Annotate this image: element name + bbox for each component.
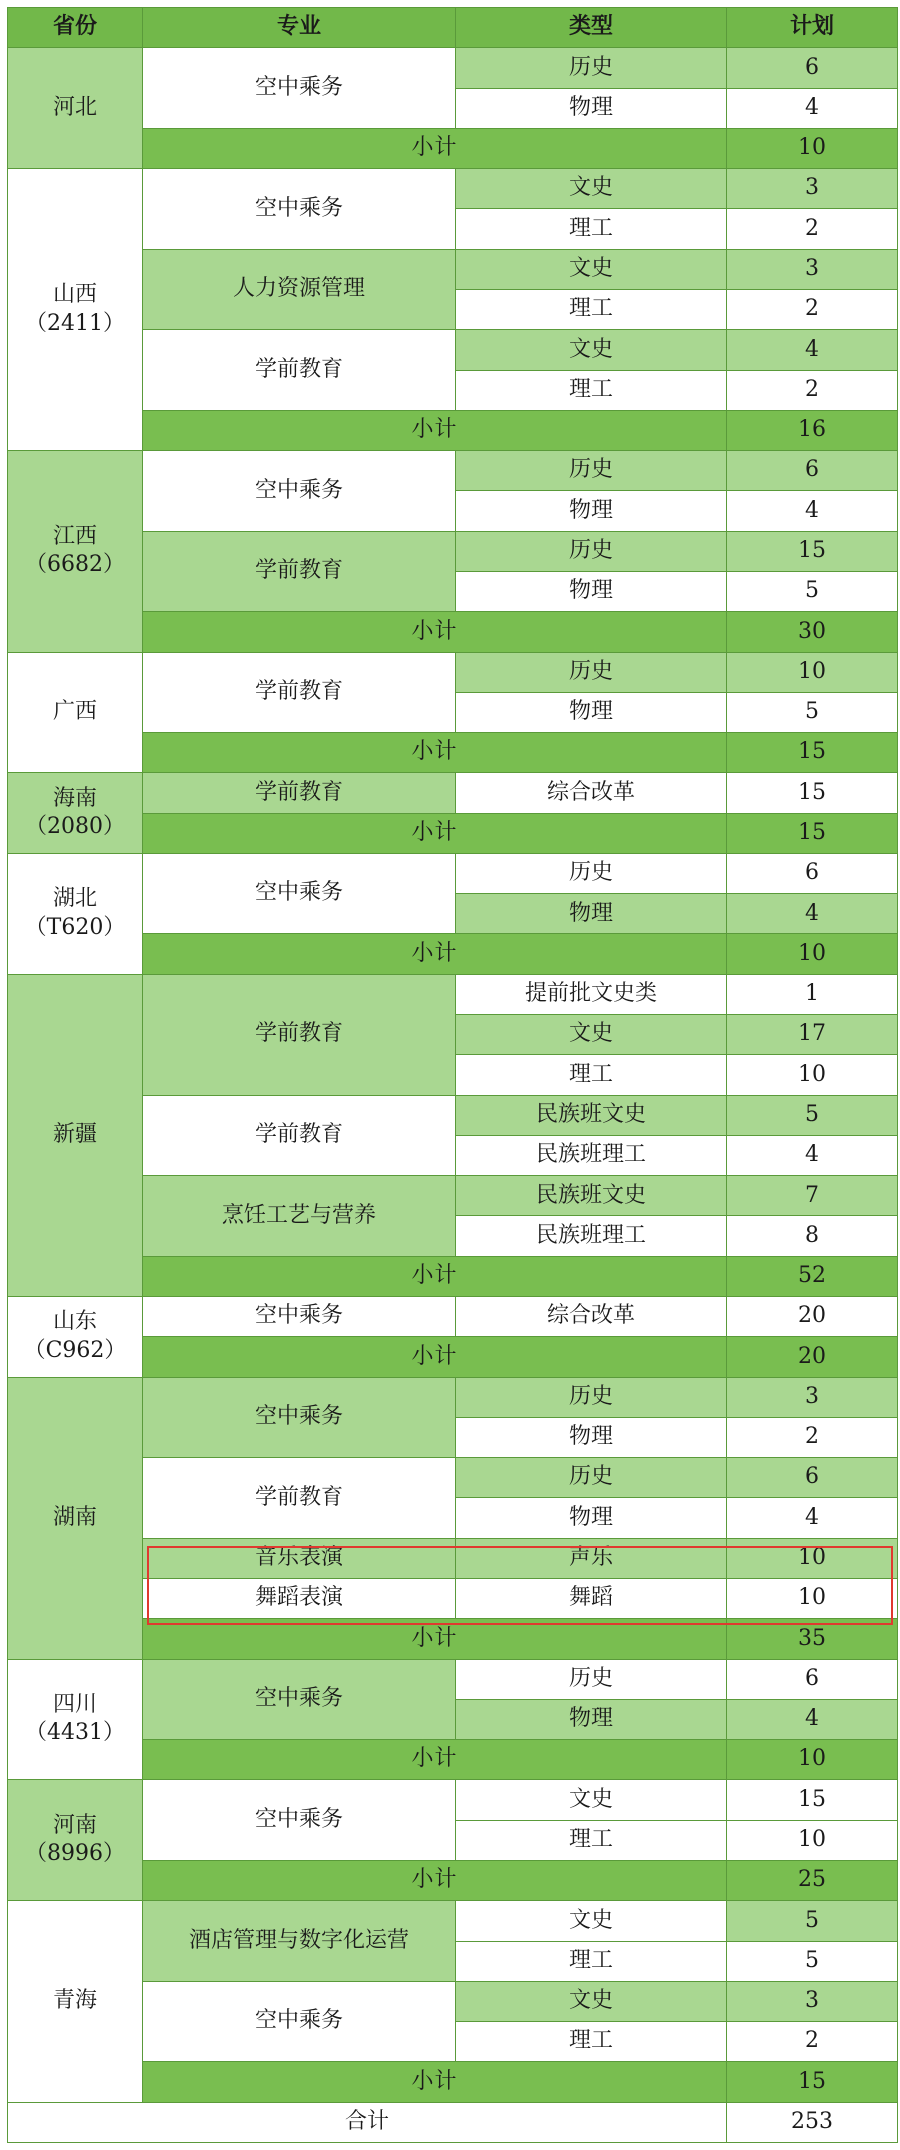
province-cell: [8, 1377, 143, 1659]
plan-cell: 4: [727, 491, 898, 531]
plan-cell: 2: [727, 289, 898, 329]
plan-cell: 4: [727, 1498, 898, 1538]
province-cell: [8, 773, 143, 854]
subtotal-label: 小计: [143, 1337, 727, 1377]
plan-cell: 7: [727, 1176, 898, 1216]
type-cell: 理工: [456, 289, 727, 329]
province-name: 湖南: [52, 1504, 97, 1530]
subtotal-value: 20: [727, 1337, 898, 1377]
province-name: 湖北: [52, 886, 97, 912]
type-cell: 物理: [456, 1699, 727, 1739]
admission-plan-table: [7, 7, 898, 2143]
major-cell: 酒店管理与数字化运营: [143, 1901, 456, 1982]
type-cell: 历史: [456, 853, 727, 893]
major-cell: 学前教育: [143, 330, 456, 411]
type-cell: 综合改革: [456, 1297, 727, 1337]
subtotal-value: 52: [727, 1256, 898, 1296]
plan-cell: 1: [727, 974, 898, 1014]
table-row: [8, 169, 898, 209]
major-cell: 空中乘务: [143, 1377, 456, 1458]
plan-cell: 2: [727, 209, 898, 249]
type-cell: 文史: [456, 249, 727, 289]
province-cell: [8, 169, 143, 451]
type-cell: 文史: [456, 1901, 727, 1941]
type-cell: 物理: [456, 1417, 727, 1457]
type-cell: 民族班文史: [456, 1095, 727, 1135]
province-cell: [8, 1659, 143, 1780]
province-code: （8996）: [25, 1841, 125, 1867]
subtotal-value: 10: [727, 128, 898, 168]
province-name: 江西: [52, 523, 97, 549]
province-code: （C962）: [23, 1337, 127, 1363]
plan-cell: 4: [727, 88, 898, 128]
type-cell: 历史: [456, 48, 727, 88]
province-cell: [8, 1297, 143, 1378]
table-row: [8, 1377, 898, 1417]
province-cell: [8, 1780, 143, 1901]
major-cell: 空中乘务: [143, 48, 456, 129]
type-cell: 理工: [456, 1941, 727, 1981]
table-row: [8, 48, 898, 88]
major-cell: 空中乘务: [143, 853, 456, 934]
header-major: 专业: [143, 8, 456, 48]
province-name: 山东: [52, 1309, 97, 1335]
plan-cell: 6: [727, 1458, 898, 1498]
major-cell: 学前教育: [143, 652, 456, 733]
major-cell: 烹饪工艺与营养: [143, 1176, 456, 1257]
plan-cell: 10: [727, 652, 898, 692]
major-cell: 学前教育: [143, 773, 456, 813]
major-cell: 空中乘务: [143, 1297, 456, 1337]
total-label: 合计: [8, 2102, 727, 2142]
type-cell: 声乐: [456, 1538, 727, 1578]
type-cell: 历史: [456, 1458, 727, 1498]
header-type: 类型: [456, 8, 727, 48]
table-row: [8, 1901, 898, 1941]
subtotal-label: 小计: [143, 128, 727, 168]
province-code: （2411）: [25, 310, 125, 336]
subtotal-value: 15: [727, 2062, 898, 2102]
subtotal-label: 小计: [143, 1619, 727, 1659]
plan-cell: 6: [727, 1659, 898, 1699]
type-cell: 舞蹈: [456, 1578, 727, 1618]
table-row: [8, 773, 898, 813]
subtotal-value: 15: [727, 733, 898, 773]
plan-cell: 15: [727, 1780, 898, 1820]
plan-cell: 2: [727, 2022, 898, 2062]
subtotal-label: 小计: [143, 934, 727, 974]
subtotal-label: 小计: [143, 612, 727, 652]
plan-cell: 6: [727, 853, 898, 893]
plan-cell: 10: [727, 1538, 898, 1578]
province-cell: [8, 48, 143, 169]
subtotal-value: 35: [727, 1619, 898, 1659]
major-cell: 舞蹈表演: [143, 1578, 456, 1618]
major-cell: 学前教育: [143, 1458, 456, 1539]
subtotal-value: 15: [727, 813, 898, 853]
plan-cell: 3: [727, 1981, 898, 2021]
plan-cell: 4: [727, 330, 898, 370]
province-name: 青海: [52, 1988, 97, 2014]
major-cell: 学前教育: [143, 531, 456, 612]
type-cell: 历史: [456, 531, 727, 571]
type-cell: 文史: [456, 1015, 727, 1055]
province-name: 广西: [52, 699, 97, 725]
total-row: [8, 2102, 898, 2142]
type-cell: 物理: [456, 894, 727, 934]
type-cell: 综合改革: [456, 773, 727, 813]
subtotal-value: 25: [727, 1860, 898, 1900]
province-code: （4431）: [25, 1720, 125, 1746]
subtotal-label: 小计: [143, 813, 727, 853]
type-cell: 文史: [456, 330, 727, 370]
table-row: [8, 974, 898, 1014]
plan-cell: 2: [727, 1417, 898, 1457]
type-cell: 理工: [456, 2022, 727, 2062]
province-name: 四川: [52, 1691, 97, 1717]
plan-cell: 15: [727, 773, 898, 813]
table-row: [8, 853, 898, 893]
type-cell: 历史: [456, 1377, 727, 1417]
type-cell: 理工: [456, 1820, 727, 1860]
type-cell: 历史: [456, 652, 727, 692]
plan-cell: 15: [727, 531, 898, 571]
table-row: [8, 1659, 898, 1699]
province-name: 河北: [52, 94, 97, 120]
province-cell: [8, 451, 143, 652]
subtotal-value: 30: [727, 612, 898, 652]
type-cell: 民族班理工: [456, 1135, 727, 1175]
type-cell: 理工: [456, 209, 727, 249]
plan-cell: 4: [727, 894, 898, 934]
plan-cell: 17: [727, 1015, 898, 1055]
header-province: 省份: [8, 8, 143, 48]
major-cell: 空中乘务: [143, 1981, 456, 2062]
type-cell: 物理: [456, 692, 727, 732]
subtotal-label: 小计: [143, 410, 727, 450]
major-cell: 学前教育: [143, 974, 456, 1095]
type-cell: 物理: [456, 571, 727, 611]
province-code: （6682）: [25, 552, 125, 578]
province-cell: [8, 853, 143, 974]
type-cell: 文史: [456, 1981, 727, 2021]
subtotal-label: 小计: [143, 1740, 727, 1780]
table-row: [8, 451, 898, 491]
type-cell: 提前批文史类: [456, 974, 727, 1014]
plan-cell: 4: [727, 1135, 898, 1175]
major-cell: 空中乘务: [143, 1659, 456, 1740]
type-cell: 文史: [456, 1780, 727, 1820]
type-cell: 民族班理工: [456, 1216, 727, 1256]
major-cell: 音乐表演: [143, 1538, 456, 1578]
table-row: [8, 1780, 898, 1820]
table-header-row: [8, 8, 898, 48]
province-code: （2080）: [25, 814, 125, 840]
subtotal-value: 10: [727, 1740, 898, 1780]
plan-cell: 3: [727, 249, 898, 289]
province-name: 新疆: [52, 1122, 97, 1148]
type-cell: 理工: [456, 1055, 727, 1095]
major-cell: 空中乘务: [143, 1780, 456, 1861]
province-name: 海南: [52, 785, 97, 811]
type-cell: 物理: [456, 1498, 727, 1538]
table-row: [8, 1297, 898, 1337]
plan-cell: 5: [727, 692, 898, 732]
plan-cell: 20: [727, 1297, 898, 1337]
province-cell: [8, 652, 143, 773]
type-cell: 历史: [456, 1659, 727, 1699]
plan-cell: 5: [727, 1901, 898, 1941]
plan-cell: 2: [727, 370, 898, 410]
subtotal-label: 小计: [143, 1256, 727, 1296]
province-name: 河南: [52, 1812, 97, 1838]
subtotal-label: 小计: [143, 1860, 727, 1900]
major-cell: 学前教育: [143, 1095, 456, 1176]
subtotal-label: 小计: [143, 2062, 727, 2102]
type-cell: 理工: [456, 370, 727, 410]
province-cell: [8, 974, 143, 1296]
plan-cell: 6: [727, 48, 898, 88]
type-cell: 物理: [456, 88, 727, 128]
header-plan: 计划: [727, 8, 898, 48]
subtotal-value: 10: [727, 934, 898, 974]
plan-cell: 10: [727, 1820, 898, 1860]
type-cell: 物理: [456, 491, 727, 531]
plan-cell: 4: [727, 1699, 898, 1739]
plan-cell: 10: [727, 1578, 898, 1618]
plan-cell: 3: [727, 1377, 898, 1417]
subtotal-value: 16: [727, 410, 898, 450]
plan-cell: 8: [727, 1216, 898, 1256]
subtotal-label: 小计: [143, 733, 727, 773]
province-name: 山西: [52, 282, 97, 308]
type-cell: 文史: [456, 169, 727, 209]
plan-cell: 3: [727, 169, 898, 209]
type-cell: 历史: [456, 451, 727, 491]
type-cell: 民族班文史: [456, 1176, 727, 1216]
province-cell: [8, 1901, 143, 2102]
plan-cell: 5: [727, 1941, 898, 1981]
province-code: （T620）: [24, 914, 126, 940]
major-cell: 空中乘务: [143, 451, 456, 532]
plan-cell: 6: [727, 451, 898, 491]
plan-cell: 10: [727, 1055, 898, 1095]
major-cell: 空中乘务: [143, 169, 456, 250]
plan-cell: 5: [727, 1095, 898, 1135]
table-row: [8, 652, 898, 692]
major-cell: 人力资源管理: [143, 249, 456, 330]
total-value: 253: [727, 2102, 898, 2142]
plan-cell: 5: [727, 571, 898, 611]
